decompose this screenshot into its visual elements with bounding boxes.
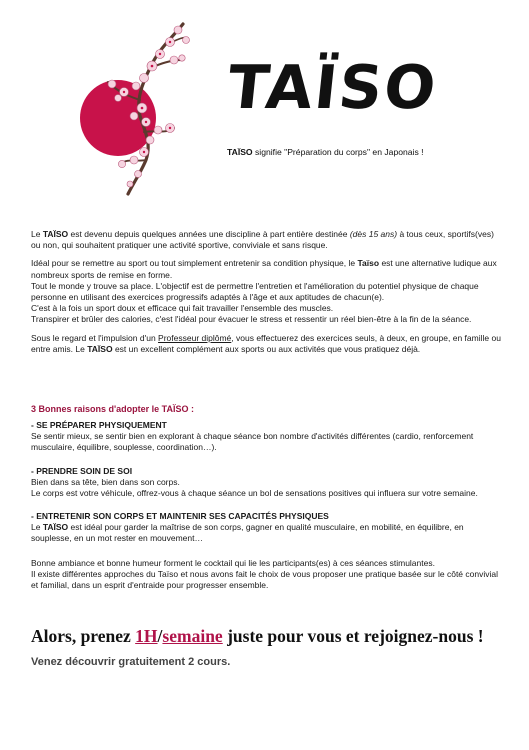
tagline-rest: signifie "Préparation du corps" en Japonais !	[252, 147, 424, 157]
reason-3	[31, 511, 505, 545]
text-run: est devenu depuis quelques années une discipline à part entière destinée	[68, 229, 350, 239]
text-run: Transpirer et brûler des calories, c'est l'idéal pour évacuer le stress et ressentir un réel bien-être à la fin de la séance.	[31, 314, 472, 325]
text-run: Idéal pour se remettre au sport ou tout simplement entretenir sa condition physique, le	[31, 258, 358, 269]
text-bold: TAÏSO	[42, 229, 69, 239]
intro-text	[31, 229, 505, 362]
text-run: , vous effectuerez des exercices seuls, à deux, en groupe, en famille ou entre amis. Le	[31, 332, 501, 354]
text-run: Le	[31, 522, 43, 533]
free-trial-text: Venez découvrir gratuitement 2 cours.	[31, 656, 231, 668]
cta-highlight-hour: 1H	[135, 626, 158, 646]
reasons-title: 3 Bonnes raisons d'adopter le TAÏSO :	[31, 404, 195, 414]
reason-1-text: Se sentir mieux, se sentir bien en explorant à chaque séance bon nombre d'activités différentes (cardio, renforcement musculaire, équilibre, souplesse, coordination…).	[31, 431, 474, 453]
reason-3-heading: - ENTRETENIR SON CORPS ET MAINTENIR SES CAPACITÉS PHYSIQUES	[31, 511, 329, 521]
text-run: est une alternative ludique aux nombreux sports de remise en forme.	[31, 258, 497, 280]
cherry-blossom-sun-icon	[78, 20, 196, 198]
intro-paragraph-1	[31, 229, 505, 251]
reason-2	[31, 466, 505, 500]
reason-1-heading: - SE PRÉPARER PHYSIQUEMENT	[31, 420, 167, 430]
taiso-logo: TAÏSO	[224, 53, 441, 123]
closing-line-1: Bonne ambiance et bonne humeur forment le cocktail qui lie les participants(es) à ces séances stimulantes.	[31, 558, 435, 568]
reason-2-line-1: Bien dans sa tête, bien dans son corps.	[31, 477, 180, 488]
text-run: Le	[31, 229, 43, 239]
call-to-action	[31, 626, 484, 647]
text-run: /	[157, 626, 163, 646]
text-italic: (dès 15 ans)	[349, 229, 398, 239]
intro-paragraph-3	[31, 333, 505, 355]
cta-highlight-week: semaine	[162, 626, 223, 646]
text-run: est un excellent complément aux sports ou aux activités que vous pratiquez déjà.	[112, 343, 421, 354]
text-run: est idéal pour garder la maîtrise de son corps, gagner en qualité musculaire, en mobilité, en équilibre, en souplesse, en un mot rester en mouvement…	[31, 522, 464, 544]
text-run: C'est à la fois un sport doux et efficace qui fait travailler l'ensemble des muscles.	[31, 303, 334, 314]
professeur-diplome-link[interactable]: Professeur diplômé	[158, 332, 232, 343]
text-bold: TAÏSO	[42, 522, 69, 533]
text-run: juste pour vous et rejoignez-nous !	[222, 626, 484, 646]
reason-1	[31, 420, 505, 454]
closing-line-2: Il existe différentes approches du Taïso et nous avons fait le choix de vous proposer une pratique basée sur le côté convivial et familial, dans un esprit d'entraide pour progresser ensemble.	[31, 569, 498, 591]
reason-2-line-2: Le corps est votre véhicule, offrez-vous à chaque séance un bol de sensations positives qui influera sur votre semaine.	[31, 488, 478, 499]
intro-paragraph-2	[31, 258, 505, 325]
text-run: Tout le monde y trouve sa place. L'objectif est de permettre l'entretien et l'amélioration du potentiel physique de chaque personne en utilisant des exercices progressifs adaptés à l'âge et aux aptitudes de chacun(e).	[31, 280, 479, 303]
tagline	[227, 147, 424, 157]
text-run: Sous le regard et l'impulsion d'un	[31, 332, 159, 343]
text-bold: TAÏSO	[87, 343, 113, 354]
tagline-bold: TAÏSO	[227, 147, 253, 157]
reason-2-heading: - PRENDRE SOIN DE SOI	[31, 466, 133, 476]
closing-text	[31, 558, 505, 592]
text-run: Alors, prenez	[31, 626, 136, 646]
reason-3-text	[31, 522, 505, 544]
text-run: à tous ceux, sportifs(ves) ou non, qui souhaitent pratiquer une activité sportive, conviviale et sans risque.	[31, 229, 494, 251]
text-bold: Taïso	[357, 258, 380, 269]
